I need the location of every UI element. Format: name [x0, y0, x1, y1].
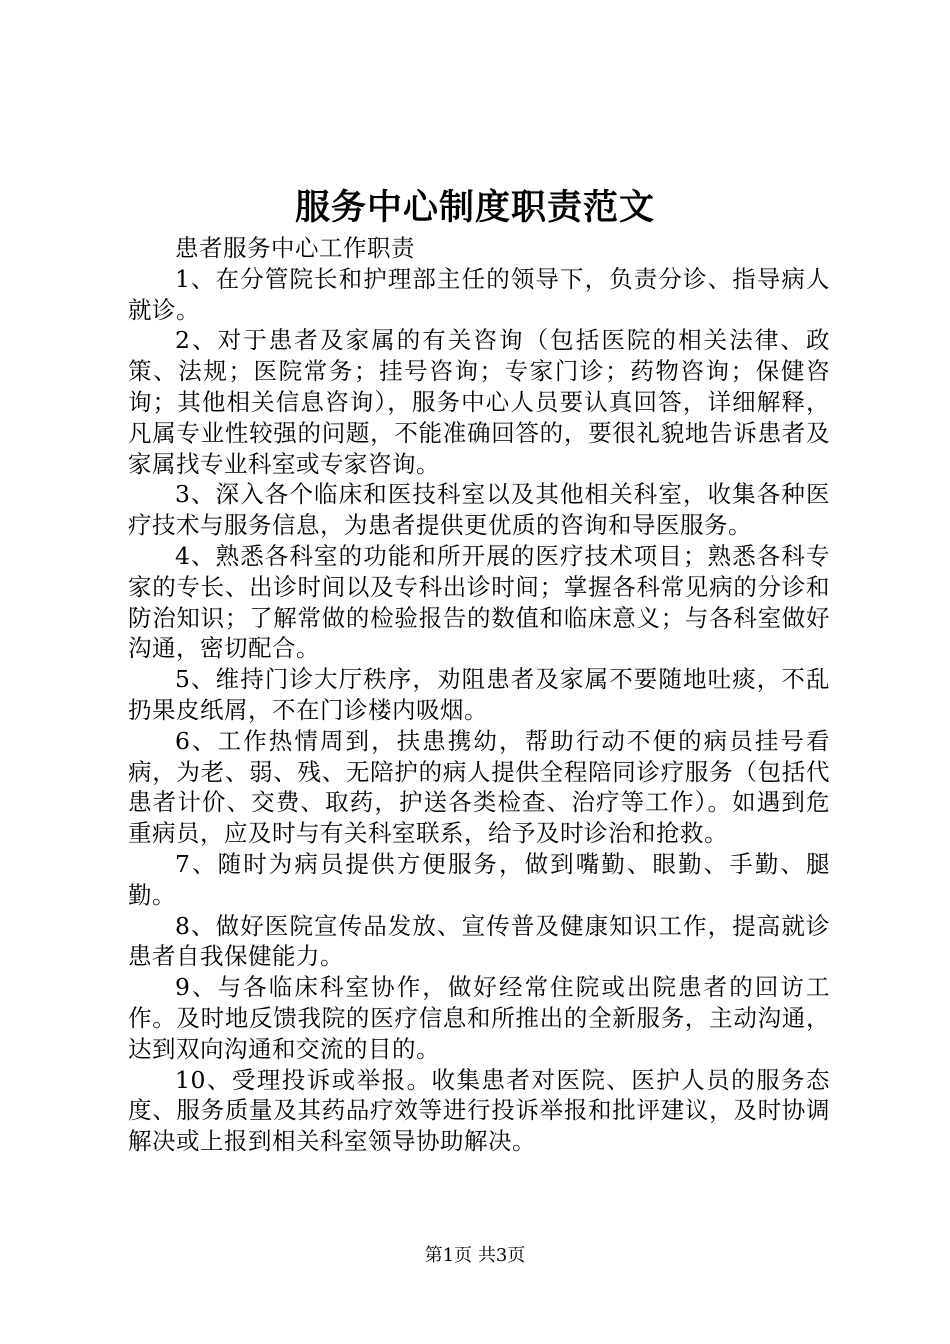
duty-item-1: 1、在分管院长和护理部主任的领导下，负责分诊、指导病人就诊。 — [128, 264, 830, 324]
duty-item-8: 8、做好医院宣传品发放、宣传普及健康知识工作，提高就诊患者自我保健能力。 — [128, 911, 830, 971]
duty-item-5: 5、维持门诊大厅秩序，劝阻患者及家属不要随地吐痰，不乱扔果皮纸屑，不在门诊楼内吸烟。 — [128, 665, 830, 724]
duty-item-10: 10、受理投诉或举报。收集患者对医院、医护人员的服务态度、服务质量及其药品疗效等进行投诉举报和批评建议，及时协调解决或上报到相关科室领导协助解决。 — [128, 1065, 830, 1156]
page-footer: 第1页 共3页 — [424, 1245, 526, 1266]
duty-item-9: 9、与各临床科室协作，做好经常住院或出院患者的回访工作。及时地反馈我院的医疗信息和所推出的全新服务，主动沟通，达到双向沟通和交流的目的。 — [128, 973, 830, 1063]
section-heading: 患者服务中心工作职责 — [175, 234, 415, 262]
document-body — [128, 233, 830, 1157]
duty-item-6: 6、工作热情周到，扶患携幼，帮助行动不便的病员挂号看病，为老、弱、残、无陪护的病人提供全程陪同诊疗服务（包括代患者计价、交费、取药，护送各类检查、治疗等工作）。如遇到危重病员，应及时与有关科室联系，给予及时诊治和抢救。 — [128, 726, 830, 848]
document-title: 服务中心制度职责范文 — [294, 187, 655, 228]
duty-item-7: 7、随时为病员提供方便服务，做到嘴勤、眼勤、手勤、腿勤。 — [128, 849, 830, 909]
duty-item-3: 3、深入各个临床和医技科室以及其他相关科室，收集各种医疗技术与服务信息，为患者提供更优质的咨询和导医服务。 — [128, 480, 830, 540]
duty-item-2: 2、对于患者及家属的有关咨询（包括医院的相关法律、政策、法规；医院常务；挂号咨询；专家门诊；药物咨询；保健咨询；其他相关信息咨询），服务中心人员要认真回答，详细解释，凡属专业性较强的问题，不能准确回答的，要很礼貌地告诉患者及家属找专业科室或专家咨询。 — [128, 326, 830, 478]
duty-item-4: 4、熟悉各科室的功能和所开展的医疗技术项目；熟悉各科专家的专长、出诊时间以及专科出诊时间；掌握各科常见病的分诊和防治知识；了解常做的检验报告的数值和临床意义；与各科室做好沟通，密切配合。 — [128, 541, 830, 663]
